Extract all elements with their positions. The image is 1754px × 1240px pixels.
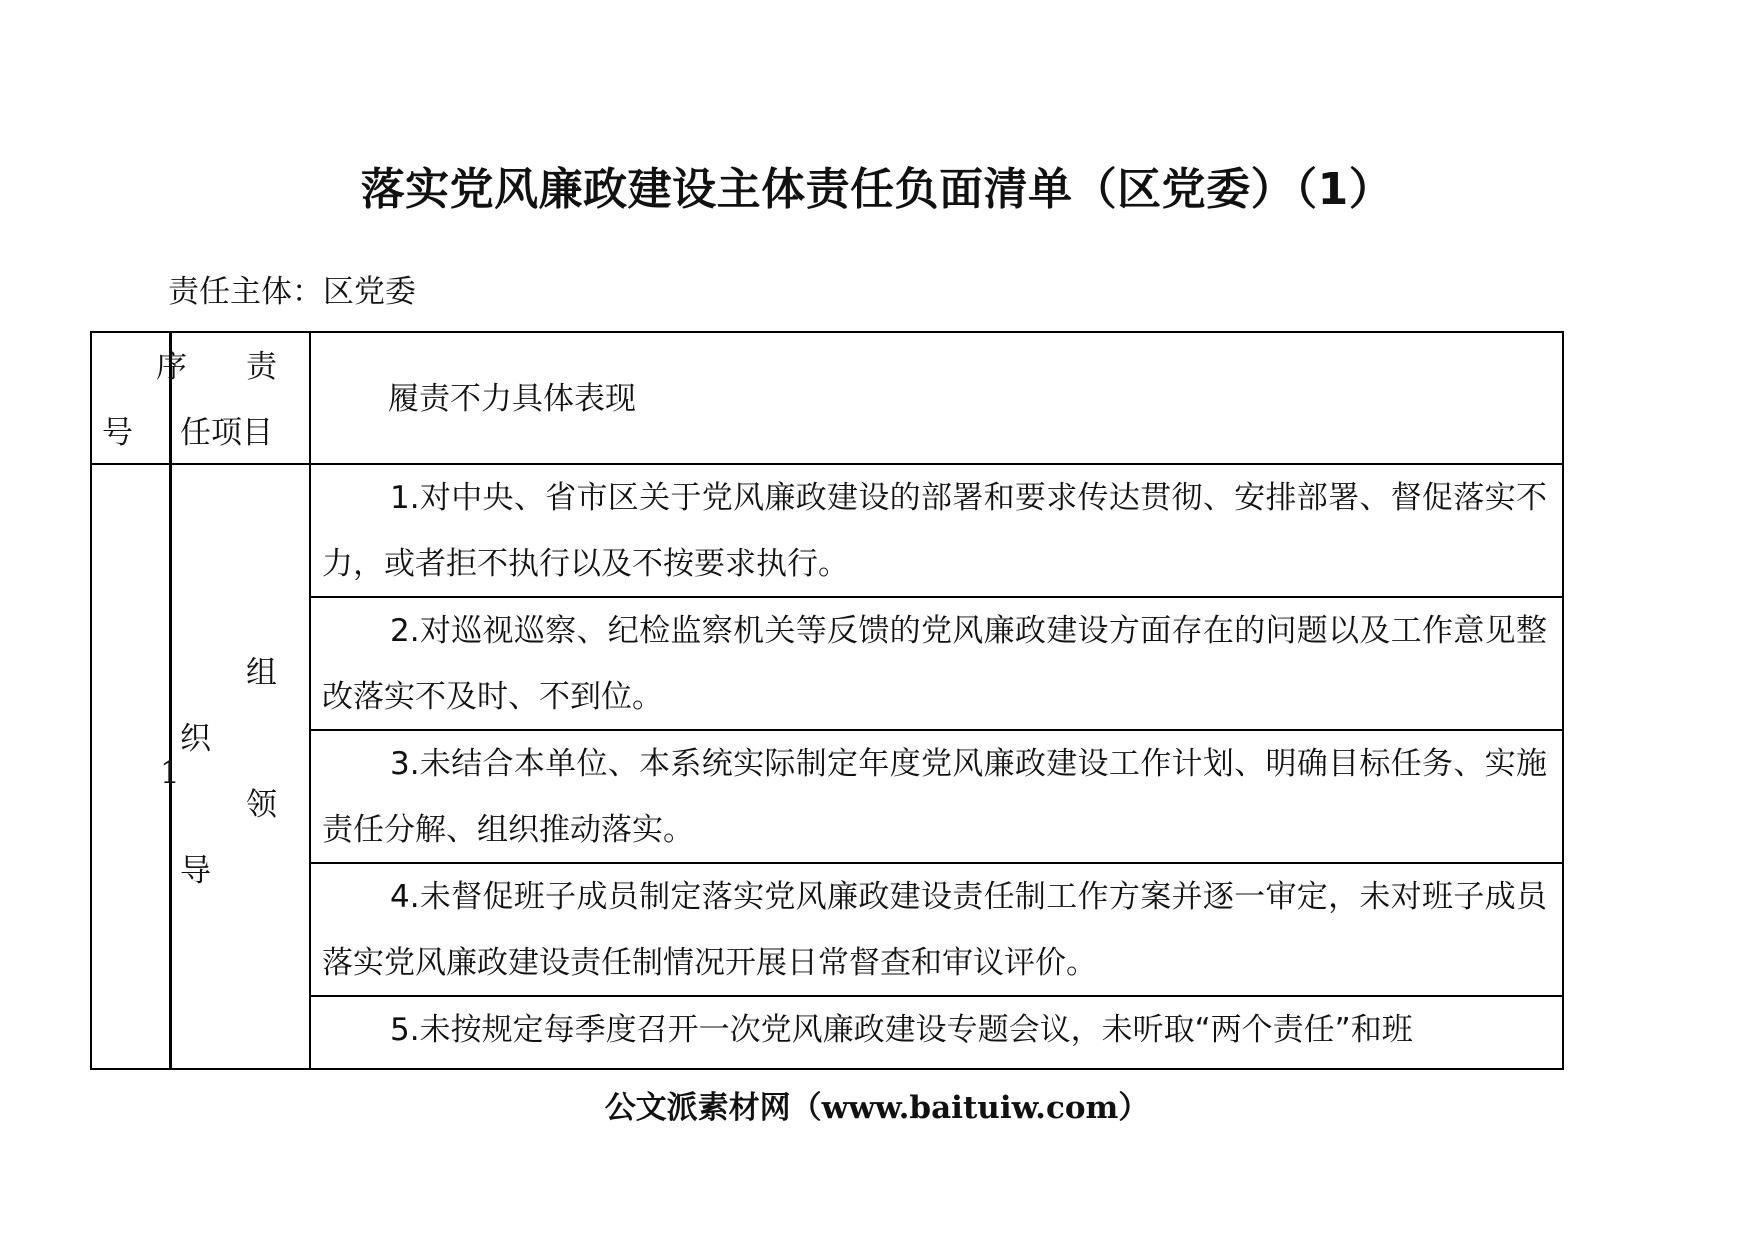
detail-item: 2.对巡视巡察、纪检监察机关等反馈的党风廉政建设方面存在的问题以及工作意见整改落实不及时、不到位。 [322,613,1547,715]
detail-item: 4.未督促班子成员制定落实党风廉政建设责任制工作方案并逐一审定，未对班子成员落实党风廉政建设责任制情况开展日常督查和审议评价。 [322,879,1547,981]
header-seq-cont: 号 [102,415,133,451]
item-char: 领 [246,787,277,823]
column-divider [309,333,311,1068]
detail-item: 3.未结合本单位、本系统实际制定年度党风廉政建设工作计划、明确目标任务、实施责任分解、组织推动落实。 [322,746,1547,848]
detail-item: 1.对中央、省市区关于党风廉政建设的部署和要求传达贯彻、安排部署、督促落实不力，或者拒不执行以及不按要求执行。 [322,480,1547,582]
source-footer: 公文派素材网（www.baituiw.com） [604,1090,1150,1126]
header-item-cont: 任项目 [180,415,273,451]
page-title: 落实党风廉政建设主体责任负面清单（区党委）（1） [360,164,1394,215]
responsibility-subject: 责任主体：区党委 [168,274,416,310]
header-seq: 序 [156,349,187,385]
item-char: 织 [180,721,211,757]
header-detail: 履责不力具体表现 [388,381,636,417]
row-seq-number: 1 [160,755,180,791]
detail-item: 5.未按规定每季度召开一次党风廉政建设专题会议，未听取“两个责任”和班 [390,1012,1413,1048]
item-char: 组 [246,655,277,691]
header-item: 责 [246,349,277,385]
negative-list-table [90,331,1564,1070]
column-divider [169,333,172,1068]
item-char: 导 [180,853,211,889]
